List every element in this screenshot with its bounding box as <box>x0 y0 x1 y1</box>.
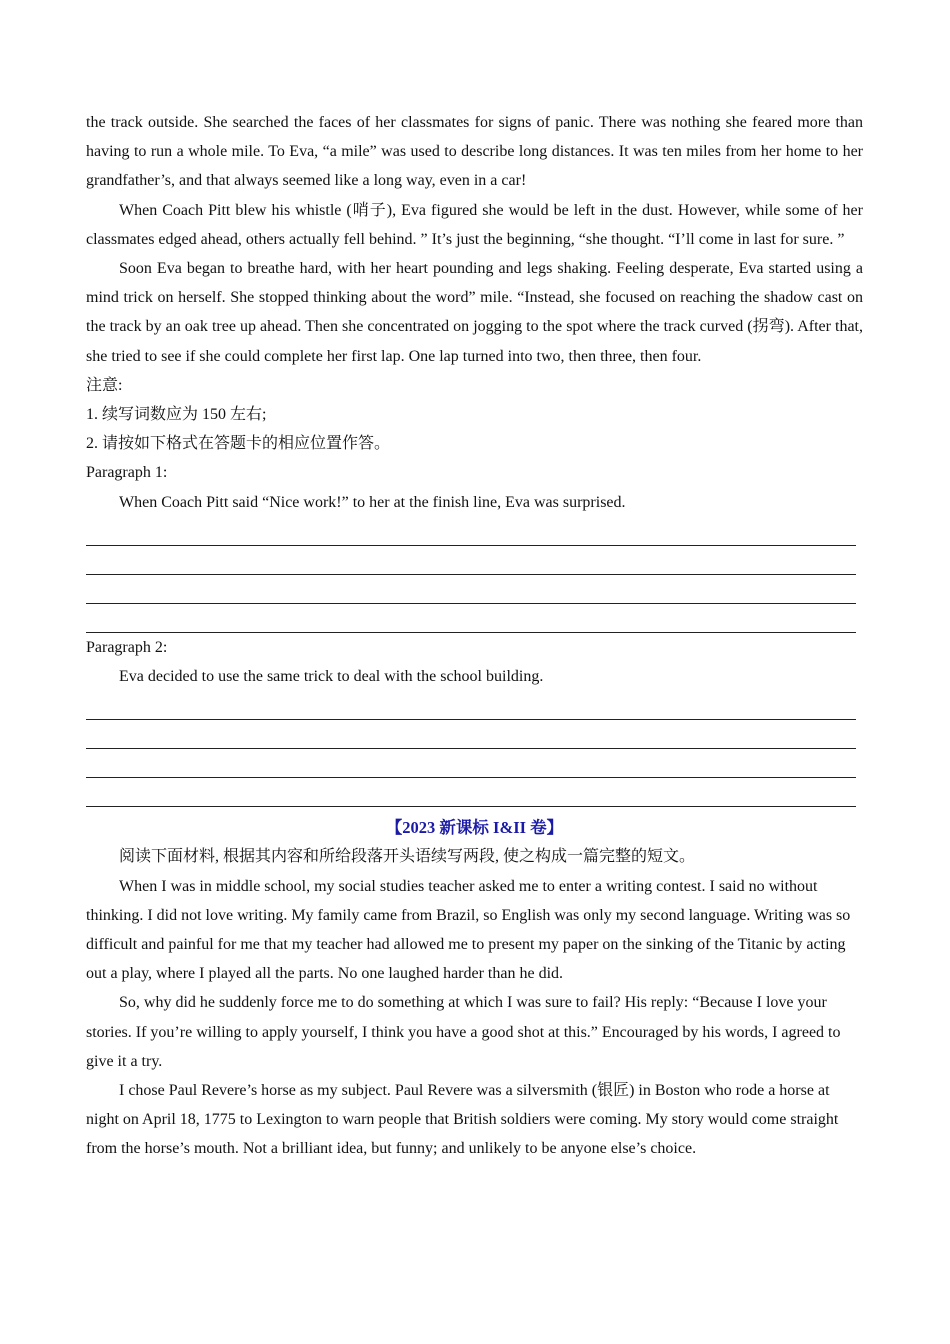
answer-line[interactable] <box>86 517 856 546</box>
paragraph-2-opening: Eva decided to use the same trick to deal with the school building. <box>119 668 544 686</box>
section-instruction: 阅读下面材料, 根据其内容和所给段落开头语续写两段, 使之构成一篇完整的短文。 <box>119 848 696 866</box>
answer-line[interactable] <box>86 749 856 778</box>
paragraph-2-answer-lines <box>86 691 863 807</box>
answer-line[interactable] <box>86 720 856 749</box>
paragraph-2-label: Paragraph 2: <box>86 638 168 656</box>
paragraph-1-opening: When Coach Pitt said “Nice work!” to her at the finish line, Eva was surprised. <box>119 493 626 511</box>
answer-line[interactable] <box>86 691 856 720</box>
answer-line[interactable] <box>86 778 856 807</box>
paragraph-1-label: Paragraph 1: <box>86 464 168 482</box>
notes-item-2: 2. 请按如下格式在答题卡的相应位置作答。 <box>86 435 391 453</box>
story2-paragraph-contest: When I was in middle school, my social studies teacher asked me to enter a writing contest. I said no without thinking. I did not love writing. My family came from Brazil, so English was only my second language. Writing was so difficult and painful for me that my teacher had allowed me to present my paper on the sinking of the Titanic by acting out a play, where I played all the parts. No one laughed harder than he did. <box>86 877 851 983</box>
answer-line[interactable] <box>86 604 856 633</box>
notes-title: 注意: <box>86 376 123 394</box>
story-paragraph-continued: the track outside. She searched the faces of her classmates for signs of panic. There was nothing she feared more than having to run a whole mile. To Eva, “a mile” was used to describe long distances. It was ten miles from her home to her grandfather’s, and that always seemed like a long way, even in a car! <box>86 114 863 190</box>
document-page <box>86 108 863 1164</box>
story2-paragraph-reply: So, why did he suddenly force me to do something at which I was sure to fail? His reply: “Because I love your stories. If you’re willing to apply yourself, I think you have a good shot at this.” Encouraged by his words, I agreed to give it a try. <box>86 994 841 1070</box>
story2-paragraph-subject: I chose Paul Revere’s horse as my subject. Paul Revere was a silversmith (银匠) in Boston who rode a horse at night on April 18, 1775 to Lexington to warn people that British soldiers were coming. My story would come straight from the horse’s mouth. Not a brilliant idea, but funny; and unlikely to be anyone else’s choice. <box>86 1082 839 1158</box>
paragraph-1-answer-lines <box>86 517 863 633</box>
answer-line[interactable] <box>86 546 856 575</box>
story-paragraph-mind-trick: Soon Eva began to breathe hard, with her heart pounding and legs shaking. Feeling desperate, Eva started using a mind trick on herself. She stopped thinking about the word” mile. “Instead, she focused on reaching the shadow cast on the track by an oak tree up ahead. Then she concentrated on jogging to the spot where the track curved (拐弯). After that, she tried to see if she could complete her first lap. One lap turned into two, then three, then four. <box>86 260 863 365</box>
notes-item-1: 1. 续写词数应为 150 左右; <box>86 406 267 424</box>
answer-line[interactable] <box>86 575 856 604</box>
story-paragraph-whistle: When Coach Pitt blew his whistle (哨子), Eva figured she would be left in the dust. However, while some of her classmates edged ahead, others actually fell behind. ” It’s just the beginning, “she thought. “I’ll come in last for sure. ” <box>86 201 863 248</box>
section-title: 【2023 新课标 I&II 卷】 <box>385 818 564 838</box>
